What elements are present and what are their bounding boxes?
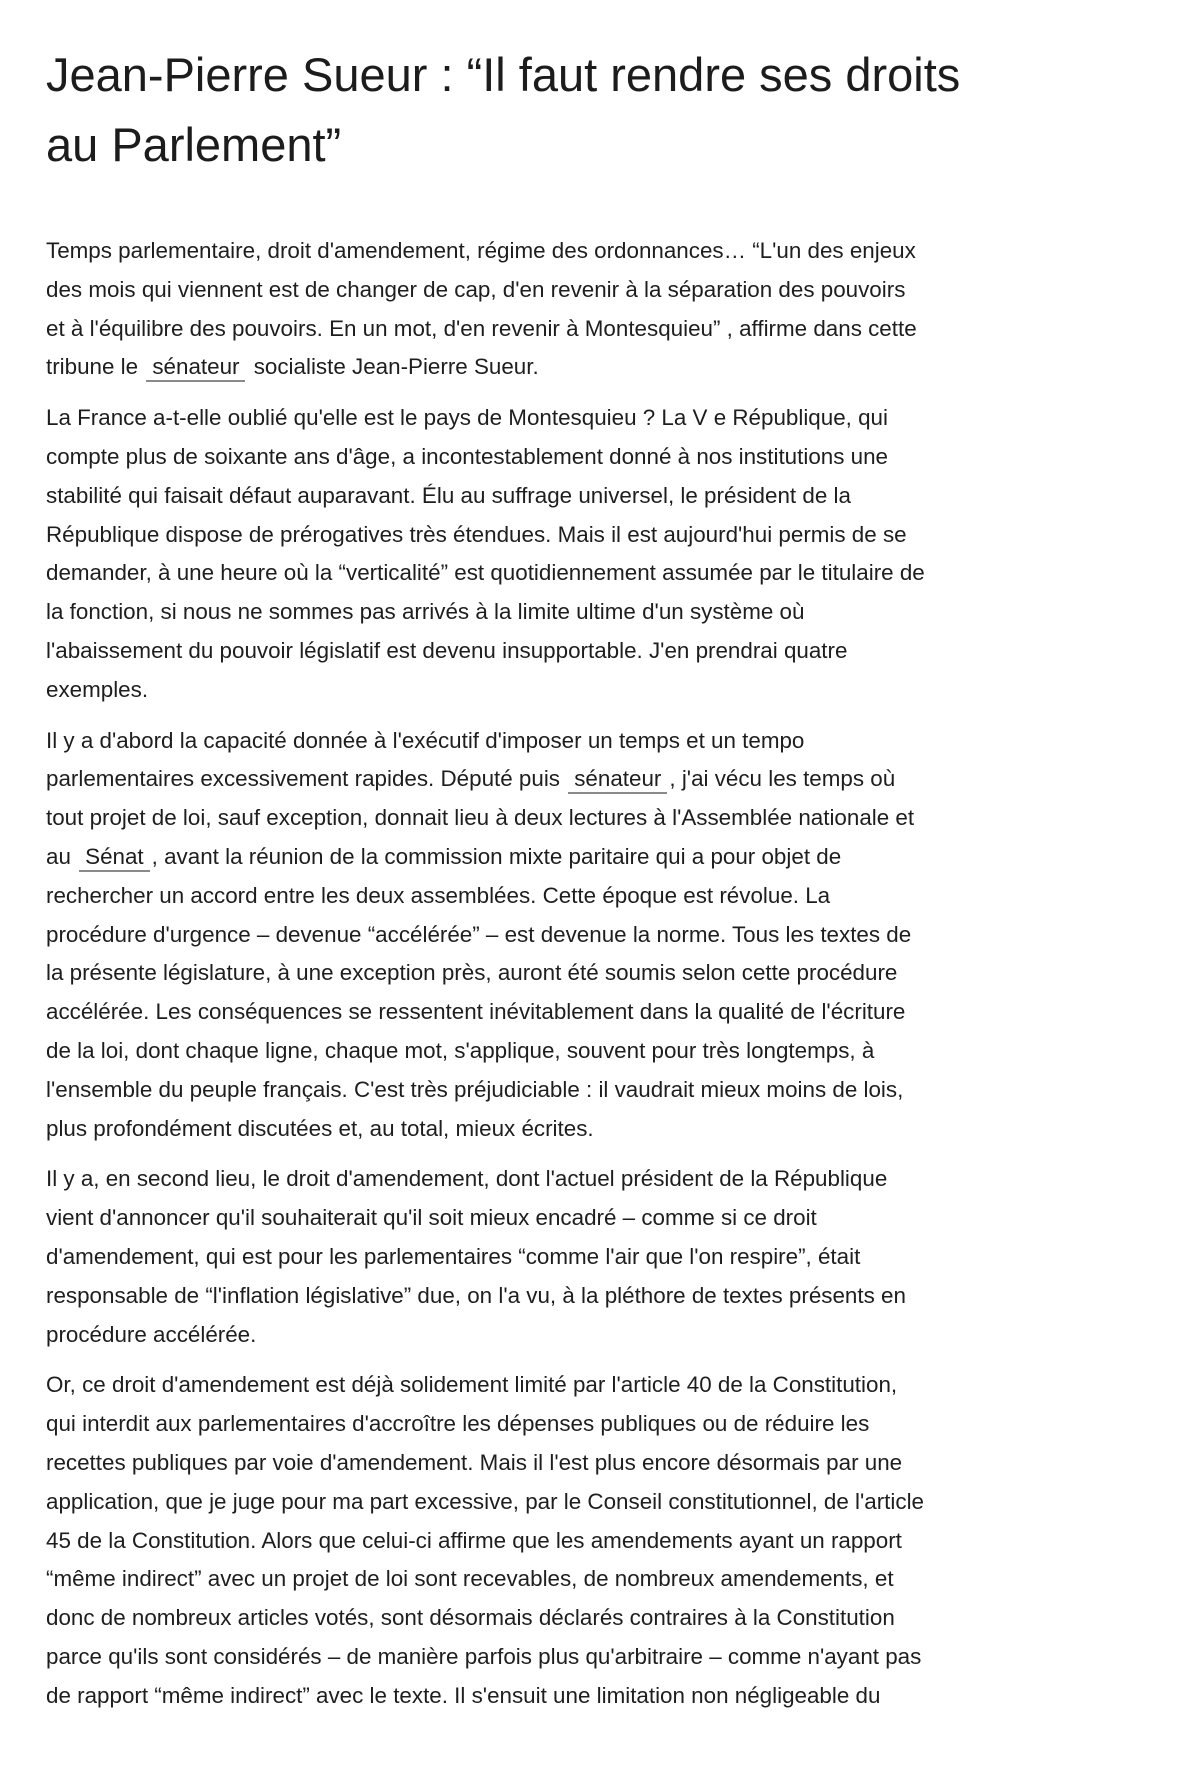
text-fragment: , j'ai vécu les temps où: [669, 766, 896, 792]
text-line: de la loi, dont chaque ligne, chaque mot, s'applique, souvent pour très longtemps, à: [46, 1037, 875, 1063]
text-line: procédure accélérée.: [46, 1321, 257, 1347]
text-line: “même indirect” avec un projet de loi sont recevables, de nombreux amendements, et: [46, 1566, 894, 1592]
title-line: au Parlement”: [46, 118, 342, 171]
text-line: d'amendement, qui est pour les parlementaires “comme l'air que l'on respire”, était: [46, 1243, 861, 1269]
article-title: [46, 40, 1166, 180]
text-line: Or, ce droit d'amendement est déjà solidement limité par l'article 40 de la Constitution,: [46, 1372, 898, 1398]
text-line: et à l'équilibre des pouvoirs. En un mot, d'en revenir à Montesquieu” , affirme dans cette: [46, 315, 917, 341]
body-paragraph: [46, 399, 1166, 709]
text-line: application, que je juge pour ma part excessive, par le Conseil constitutionnel, de l'article: [46, 1488, 925, 1514]
intro-paragraph: [46, 232, 1166, 387]
text-line: vient d'annoncer qu'il souhaiterait qu'il soit mieux encadré – comme si ce droit: [46, 1205, 817, 1231]
text-line: des mois qui viennent est de changer de cap, d'en revenir à la séparation des pouvoirs: [46, 276, 906, 302]
text-line: [46, 348, 1166, 387]
text-line: La France a-t-elle oublié qu'elle est le pays de Montesquieu ? La V e République, qui: [46, 405, 888, 431]
text-line: l'ensemble du peuple français. C'est très préjudiciable : il vaudrait mieux moins de lois,: [46, 1076, 904, 1102]
text-line: plus profondément discutées et, au total, mieux écrites.: [46, 1115, 594, 1141]
text-fragment: parlementaires excessivement rapides. Député puis: [46, 766, 567, 792]
text-line: responsable de “l'inflation législative” due, on l'a vu, à la pléthore de textes présents en: [46, 1282, 906, 1308]
text-line: exemples.: [46, 676, 149, 702]
text-line: [46, 838, 1166, 877]
text-line: la présente législature, à une exception près, auront été soumis selon cette procédure: [46, 960, 898, 986]
senateur-link[interactable]: sénateur: [568, 766, 667, 794]
text-line: donc de nombreux articles votés, sont désormais déclarés contraires à la Constitution: [46, 1605, 895, 1631]
text-line: Temps parlementaire, droit d'amendement, régime des ordonnances… “L'un des enjeux: [46, 238, 916, 263]
body-paragraph: [46, 722, 1166, 1149]
text-line: République dispose de prérogatives très étendues. Mais il est aujourd'hui permis de se: [46, 521, 907, 547]
text-fragment: au: [46, 843, 78, 869]
text-line: parce qu'ils sont considérés – de manière parfois plus qu'arbitraire – comme n'ayant pas: [46, 1643, 922, 1669]
title-line: Jean-Pierre Sueur : “Il faut rendre ses droits: [46, 48, 961, 101]
text-line: demander, à une heure où la “verticalité” est quotidiennement assumée par le titulaire de: [46, 560, 925, 586]
text-line: stabilité qui faisait défaut auparavant. Élu au suffrage universel, le président de la: [46, 482, 851, 508]
body-paragraph: [46, 1366, 1166, 1715]
text-line: 45 de la Constitution. Alors que celui-ci affirme que les amendements ayant un rapport: [46, 1527, 902, 1553]
text-line: la fonction, si nous ne sommes pas arrivés à la limite ultime d'un système où: [46, 599, 805, 625]
text-fragment: tribune le: [46, 354, 145, 380]
text-line: compte plus de soixante ans d'âge, a incontestablement donné à nos institutions une: [46, 443, 888, 469]
text-fragment: socialiste Jean-Pierre Sueur.: [247, 354, 539, 380]
article-body: [46, 232, 1166, 1727]
text-line: recettes publiques par voie d'amendement. Mais il l'est plus encore désormais par une: [46, 1449, 903, 1475]
text-line: l'abaissement du pouvoir législatif est devenu insupportable. J'en prendrai quatre: [46, 637, 848, 663]
senateur-link[interactable]: sénateur: [146, 354, 245, 382]
text-line: Il y a, en second lieu, le droit d'amendement, dont l'actuel président de la République: [46, 1166, 888, 1192]
text-line: qui interdit aux parlementaires d'accroître les dépenses publiques ou de réduire les: [46, 1411, 870, 1437]
text-line: de rapport “même indirect” avec le texte. Il s'ensuit une limitation non négligeable du: [46, 1682, 881, 1708]
text-fragment: , avant la réunion de la commission mixte paritaire qui a pour objet de: [151, 843, 842, 869]
text-line: Il y a d'abord la capacité donnée à l'exécutif d'imposer un temps et un tempo: [46, 727, 805, 753]
text-line: rechercher un accord entre les deux assemblées. Cette époque est révolue. La: [46, 882, 831, 908]
text-line: procédure d'urgence – devenue “accélérée” – est devenue la norme. Tous les textes de: [46, 921, 912, 947]
text-line: [46, 760, 1166, 799]
senat-link[interactable]: Sénat: [79, 844, 150, 872]
text-line: accélérée. Les conséquences se ressentent inévitablement dans la qualité de l'écriture: [46, 999, 906, 1025]
body-paragraph: [46, 1160, 1166, 1354]
text-line: tout projet de loi, sauf exception, donnait lieu à deux lectures à l'Assemblée nationale et: [46, 805, 915, 831]
